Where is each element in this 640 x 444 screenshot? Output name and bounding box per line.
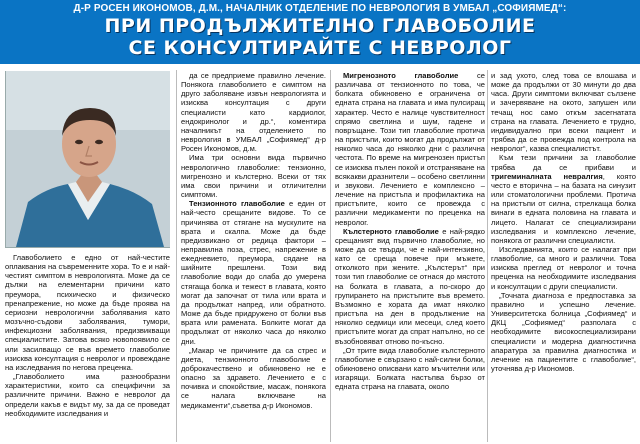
paragraph: и зад ухото, след това се влошава и може да продължи от 30 минути до два часа. Други симптоми включват сълзене и зачервяване на окото, запушен или течащ нос само откъм засегнатата страна на главата. Лечението е трудно, индивидуално при всеки пациент и трябва да се провежда под контрола на невролог“, казва специалистът. (491, 71, 636, 154)
paragraph: „Точната диагноза е предпоставка за правилно и успешно лечение. Университетска болница „Софиямед“ и ДКЦ „Софиямед“ разполага с необходимите високоспециализирани специалисти и модерна диагностична апаратура за правилна диагностика и лечение на пациентите с главоболие“, уточнява д-р Икономов. (491, 290, 636, 373)
subheading: Кълстерното главоболие (343, 226, 439, 236)
paragraph: Има три основни вида първично неврологично главоболие: тензионно, мигренозно и кълстерно. Всеки от тях има свои причини и отличителни симптоми. (181, 153, 326, 200)
paragraph: да се предприеме правилно лечение. Понякога главоболието е симптом на друго заболяване извън неврологията и изисква консултация с други специалисти като кардиолог, ендокринолог и др.“, коментира началникът на отделението по неврология в УМБАЛ „Софиямед“ д-р Росен Икономов, д.м. (181, 71, 326, 154)
paragraph: Главоболието е едно от най-честите оплаквания на съвременните хора. То е и най-честият симптом в неврологията. Може да се дължи на елементарни причини като преумора, психическо и физическо пренапрежение, но може да бъде проява на сериозни неврологични заболявания като мозъчно-съдови заболявания, тумори, инфекциозни заболявания, предизвикващи специалистите. Затова всяко новопоявило се или засилващо се във времето главоболие изисква консултация с невролог и провеждане на изследвания по негова преценка. (5, 253, 170, 372)
subheading: Тензионното главоболие (189, 199, 285, 209)
subheading: Мигренозното главоболие (343, 71, 459, 80)
headline-line-1: ПРИ ПРОДЪЛЖИТЕЛНО ГЛАВОБОЛИЕ (104, 15, 536, 37)
highlight-term: тригеминалната невралгия (491, 171, 603, 181)
column-divider (487, 70, 488, 442)
column-3 (335, 71, 485, 442)
paragraph: Тензионното главоболие е един от най-често срещаните видове. То се причинява от стягане на мускулите на врата и скалпа. Може да бъде предизвикано от редица фактори – неправилна поза, стрес, напрежение в ежедневието, преумора, сядане на шийните прешлени. Този вид главоболие води до слаба до умерена стягаща болка и тежест в главата, която могат да започнат от тила или врата и да продължат напред, или обратното. Може да бъде придружено от болки във врата или рамената. Болките могат да продължат от няколко часа до няколко дни. (181, 199, 326, 346)
column-2 (181, 71, 326, 442)
paragraph: Кълстерното главоболие е най-рядко срещаният вид първично главоболие, но може да се твърди, че е най-интензивно, като се среща повече при мъжете, отколкото при жените. „Кълстерът“ при този тип главоболие се отнася до мястото на болката в главата, а по-скоро до групирането на пристъпите във времето. Възможно е хората да имат няколко пристъпа на ден в продължение на няколко седмици или месеци, след което пристъпите могат да спрат напълно, но се възобновяват отново по-късно. (335, 226, 485, 346)
column-divider (176, 70, 177, 442)
paragraph: „Макар че причините да са стрес и диета, тензионното главоболие е доброкачествено и обикновено не е опасно за здравето. Лечението е с почивка и спокойствие, масаж, понякога се налага включване на медикаменти“,съветва д-р Икономов. (181, 345, 326, 410)
paragraph: Мигренозното главоболие се различава от тензионното по това, че болката обикновено е ограничена от едната страна на главата и има пулсиращ характер. Често е налице чувствителност спрямо светлина и шум, гадене и повръщане. Този тип главоболие протича на пристъпи, които могат да продължат от няколко часа до няколко дни с различна честота. По време на мигренозен пристъп се изисква пълен покой и отстраняване на всякакви дразнители – особено светлинни и звукови. Лечението е комплексно – лечение на пристъпа и профилактика на пристъпите, които се провежда с различни медикаменти по преценка на невролог. (335, 71, 485, 227)
paragraph: Изследванията, които се налагат при главоболие, са много и различни. Това изисква преглед от невролог и точна преценка на необходимите изследвания и консултации с други специалисти. (491, 244, 636, 291)
article-kicker: Д-Р РОСЕН ИКОНОМОВ, Д.М., НАЧАЛНИК ОТДЕЛЕНИЕ ПО НЕВРОЛОГИЯ В УМБАЛ „СОФИЯМЕД“: (73, 3, 567, 14)
doctor-portrait-image (6, 71, 170, 247)
article-header (0, 0, 640, 64)
column-divider (330, 70, 331, 442)
paragraph: Към тези причини за главоболие трябва да се прибави и тригеминалната невралгия, която често е вторична – на базата на синузит или стоматологични проблеми. Протича на пристъпи от силна, стрелкаща болка винаги в едната половина на главата и лицето. Налагат се специализирани изследвания и комплексно лечение, понякога от различни специалисти. (491, 153, 636, 245)
column-1 (5, 71, 170, 442)
doctor-photo (5, 71, 170, 248)
column-4 (491, 71, 636, 442)
headline-line-2: СЕ КОНСУЛТИРАЙТЕ С НЕВРОЛОГ (128, 37, 512, 59)
article-headline (0, 15, 640, 59)
paragraph: „Главоболието има разнообразни характеристики, които са специфични за различните причини. Важно е невролог да определи какъв е видът му, за да се проведат необходимите изследвания и (5, 372, 170, 418)
paragraph: „От трите вида главоболие кълстерното главоболие е свързано с най-силни болки, обикновено описвани като мъчителни или изгарящи. Болката настъпва бързо от едната страна на главата, около (335, 345, 485, 392)
